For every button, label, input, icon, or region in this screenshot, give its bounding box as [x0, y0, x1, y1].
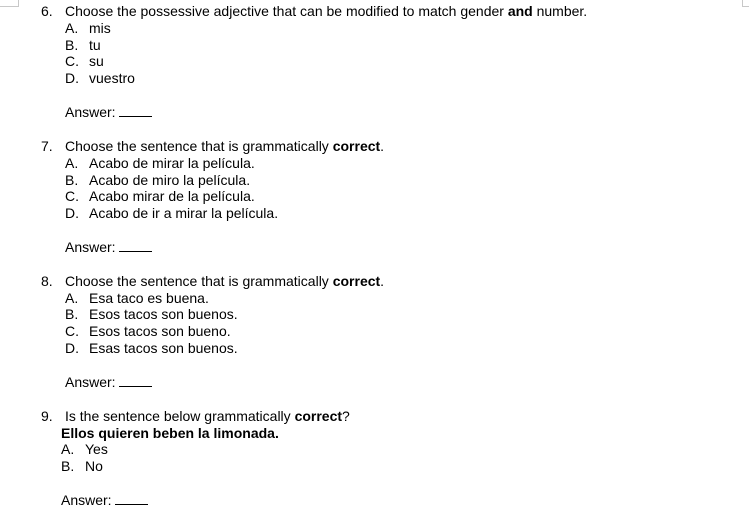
option-text: Acabo de mirar la película.: [89, 155, 255, 171]
stem-text: Choose the sentence that is grammatically: [65, 138, 333, 154]
option-text: Esos tacos son bueno.: [89, 323, 231, 339]
option-letter: D.: [65, 205, 79, 221]
option-letter: A.: [61, 441, 75, 457]
option-letter: D.: [65, 70, 79, 86]
option-text: Acabo mirar de la película.: [89, 188, 255, 204]
question-7-stem: [0, 138, 740, 155]
answer-blank[interactable]: [119, 104, 152, 117]
answer-blank[interactable]: [119, 374, 152, 387]
stem-text-end: .: [380, 138, 385, 154]
question-8-answer: [65, 374, 152, 391]
answer-label: Answer:: [61, 492, 112, 508]
option-text: su: [89, 53, 104, 69]
option-text: Acabo de miro la película.: [89, 172, 251, 188]
stem-text: Choose the sentence that is grammatically: [65, 273, 333, 289]
question-6-stem: [0, 3, 740, 20]
option-letter: D.: [65, 340, 79, 356]
question-number: 9.: [41, 408, 53, 424]
stem-text: Is the sentence below grammatically: [65, 408, 295, 424]
option-letter: B.: [65, 306, 79, 322]
option-letter: B.: [61, 458, 75, 474]
question-9-stem: [0, 408, 740, 425]
stem-bold: and: [507, 3, 533, 19]
question-8-stem: [0, 273, 740, 290]
option-text: Esos tacos son buenos.: [89, 306, 238, 322]
stem-text: Choose the possessive adjective that can be modified to match gender: [65, 3, 508, 19]
answer-label: Answer:: [65, 239, 116, 255]
question-7-answer: [65, 239, 152, 256]
option-text: Esa taco es buena.: [89, 290, 209, 306]
option-text: Acabo de ir a mirar la película.: [89, 205, 279, 221]
option-letter: A.: [65, 155, 79, 171]
answer-label: Answer:: [65, 374, 116, 390]
option-letter: A.: [65, 290, 79, 306]
question-number: 7.: [41, 138, 53, 154]
stem-bold: correct: [332, 273, 381, 289]
option-letter: C.: [65, 323, 79, 339]
option-letter: C.: [65, 53, 79, 69]
question-number: 6.: [41, 3, 53, 19]
option-letter: B.: [65, 37, 79, 53]
stem-text-end: ?: [342, 408, 350, 424]
option-letter: B.: [65, 172, 79, 188]
question-number: 8.: [41, 273, 53, 289]
question-9-sentence: [61, 425, 279, 442]
crop-mark-right: [742, 0, 749, 7]
option-letter: A.: [65, 20, 79, 36]
option-text: No: [85, 458, 103, 474]
option-letter: C.: [65, 188, 79, 204]
stem-text-end: number.: [532, 3, 588, 19]
stem-bold: correct: [294, 408, 343, 424]
question-6-answer: [65, 104, 152, 121]
question-9-answer: [61, 492, 148, 509]
sentence-text: Ellos quieren beben la limonada.: [61, 425, 279, 441]
answer-blank[interactable]: [119, 239, 152, 252]
answer-label: Answer:: [65, 104, 116, 120]
stem-text-end: .: [380, 273, 385, 289]
answer-blank[interactable]: [115, 492, 148, 505]
option-text: mis: [89, 20, 111, 36]
option-text: tu: [89, 37, 101, 53]
option-text: vuestro: [89, 70, 135, 86]
stem-bold: correct: [332, 138, 381, 154]
option-text: Esas tacos son buenos.: [89, 340, 238, 356]
option-text: Yes: [85, 441, 108, 457]
